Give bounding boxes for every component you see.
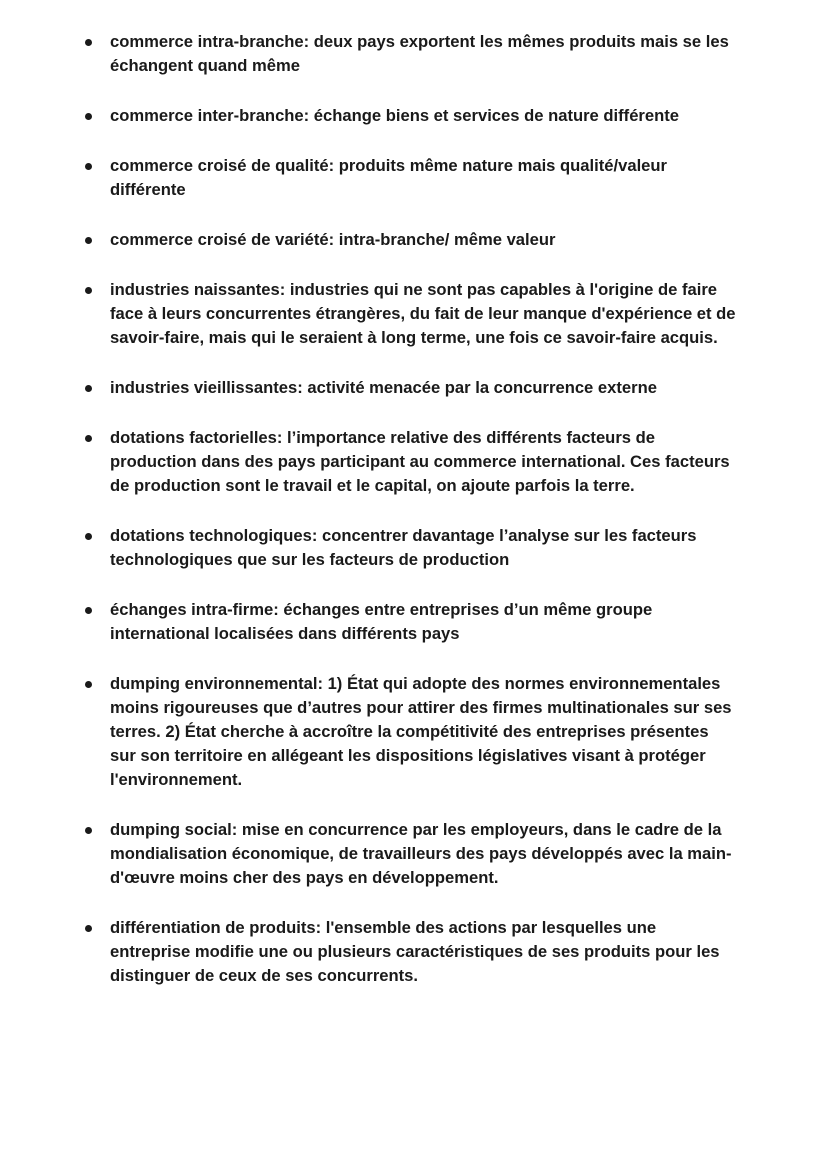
glossary-item-text: échanges intra-firme: échanges entre entreprises d’un même groupe international localisées dans différents pays bbox=[110, 600, 653, 643]
glossary-list bbox=[0, 30, 828, 1014]
glossary-item-text: dumping social: mise en concurrence par les employeurs, dans le cadre de la mondialisation économique, de travailleurs des pays développés avec la main-d'œuvre moins cher des pays en développement. bbox=[110, 820, 732, 887]
glossary-item-commerce-inter-branche bbox=[0, 104, 828, 128]
bullet-icon bbox=[85, 681, 92, 688]
glossary-item-industries-vieillissantes bbox=[0, 376, 828, 400]
bullet-icon bbox=[85, 827, 92, 834]
bullet-icon bbox=[85, 533, 92, 540]
bullet-icon bbox=[85, 237, 92, 244]
glossary-item-commerce-croise-variete bbox=[0, 228, 828, 252]
bullet-icon bbox=[85, 607, 92, 614]
bullet-icon bbox=[85, 435, 92, 442]
glossary-item-dotations-factorielles bbox=[0, 426, 828, 498]
glossary-item-text: dumping environnemental: 1) État qui adopte des normes environnementales moins rigoureuses que d’autres pour attirer des firmes multinationales sur ses terres. 2) État cherche à accroître la compétitivité des entreprises présentes sur son territoire en allégeant les dispositions législatives visant à protéger l'environnement. bbox=[110, 674, 732, 789]
bullet-icon bbox=[85, 113, 92, 120]
glossary-item-text: différentiation de produits: l'ensemble des actions par lesquelles une entreprise modifie une ou plusieurs caractéristiques de ses produits pour les distinguer de ceux de ses concurrents. bbox=[110, 918, 720, 985]
bullet-icon bbox=[85, 39, 92, 46]
glossary-item-differentiation-produits bbox=[0, 916, 828, 988]
glossary-item-industries-naissantes bbox=[0, 278, 828, 350]
glossary-item-text: industries vieillissantes: activité menacée par la concurrence externe bbox=[110, 378, 657, 397]
bullet-icon bbox=[85, 287, 92, 294]
glossary-item-text: commerce intra-branche: deux pays exportent les mêmes produits mais se les échangent quand même bbox=[110, 32, 729, 75]
glossary-item-commerce-croise-qualite bbox=[0, 154, 828, 202]
glossary-item-dumping-environnemental bbox=[0, 672, 828, 792]
glossary-item-text: commerce croisé de qualité: produits même nature mais qualité/valeur différente bbox=[110, 156, 668, 199]
glossary-item-text: commerce inter-branche: échange biens et services de nature différente bbox=[110, 106, 680, 125]
glossary-item-text: dotations technologiques: concentrer davantage l’analyse sur les facteurs technologiques que sur les facteurs de production bbox=[110, 526, 697, 569]
glossary-item-text: commerce croisé de variété: intra-branche/ même valeur bbox=[110, 230, 556, 249]
glossary-item-dotations-technologiques bbox=[0, 524, 828, 572]
glossary-item-echanges-intra-firme bbox=[0, 598, 828, 646]
bullet-icon bbox=[85, 385, 92, 392]
bullet-icon bbox=[85, 163, 92, 170]
glossary-item-dumping-social bbox=[0, 818, 828, 890]
bullet-icon bbox=[85, 925, 92, 932]
glossary-item-commerce-intra-branche bbox=[0, 30, 828, 78]
glossary-item-text: dotations factorielles: l’importance relative des différents facteurs de production dans des pays participant au commerce international. Ces facteurs de production sont le travail et le capital, on ajoute parfois la terre. bbox=[110, 428, 730, 495]
glossary-item-text: industries naissantes: industries qui ne sont pas capables à l'origine de faire face à leurs concurrentes étrangères, du fait de leur manque d'expérience et de savoir-faire, mais qui le seraient à long terme, une fois ce savoir-faire acquis. bbox=[110, 280, 736, 347]
